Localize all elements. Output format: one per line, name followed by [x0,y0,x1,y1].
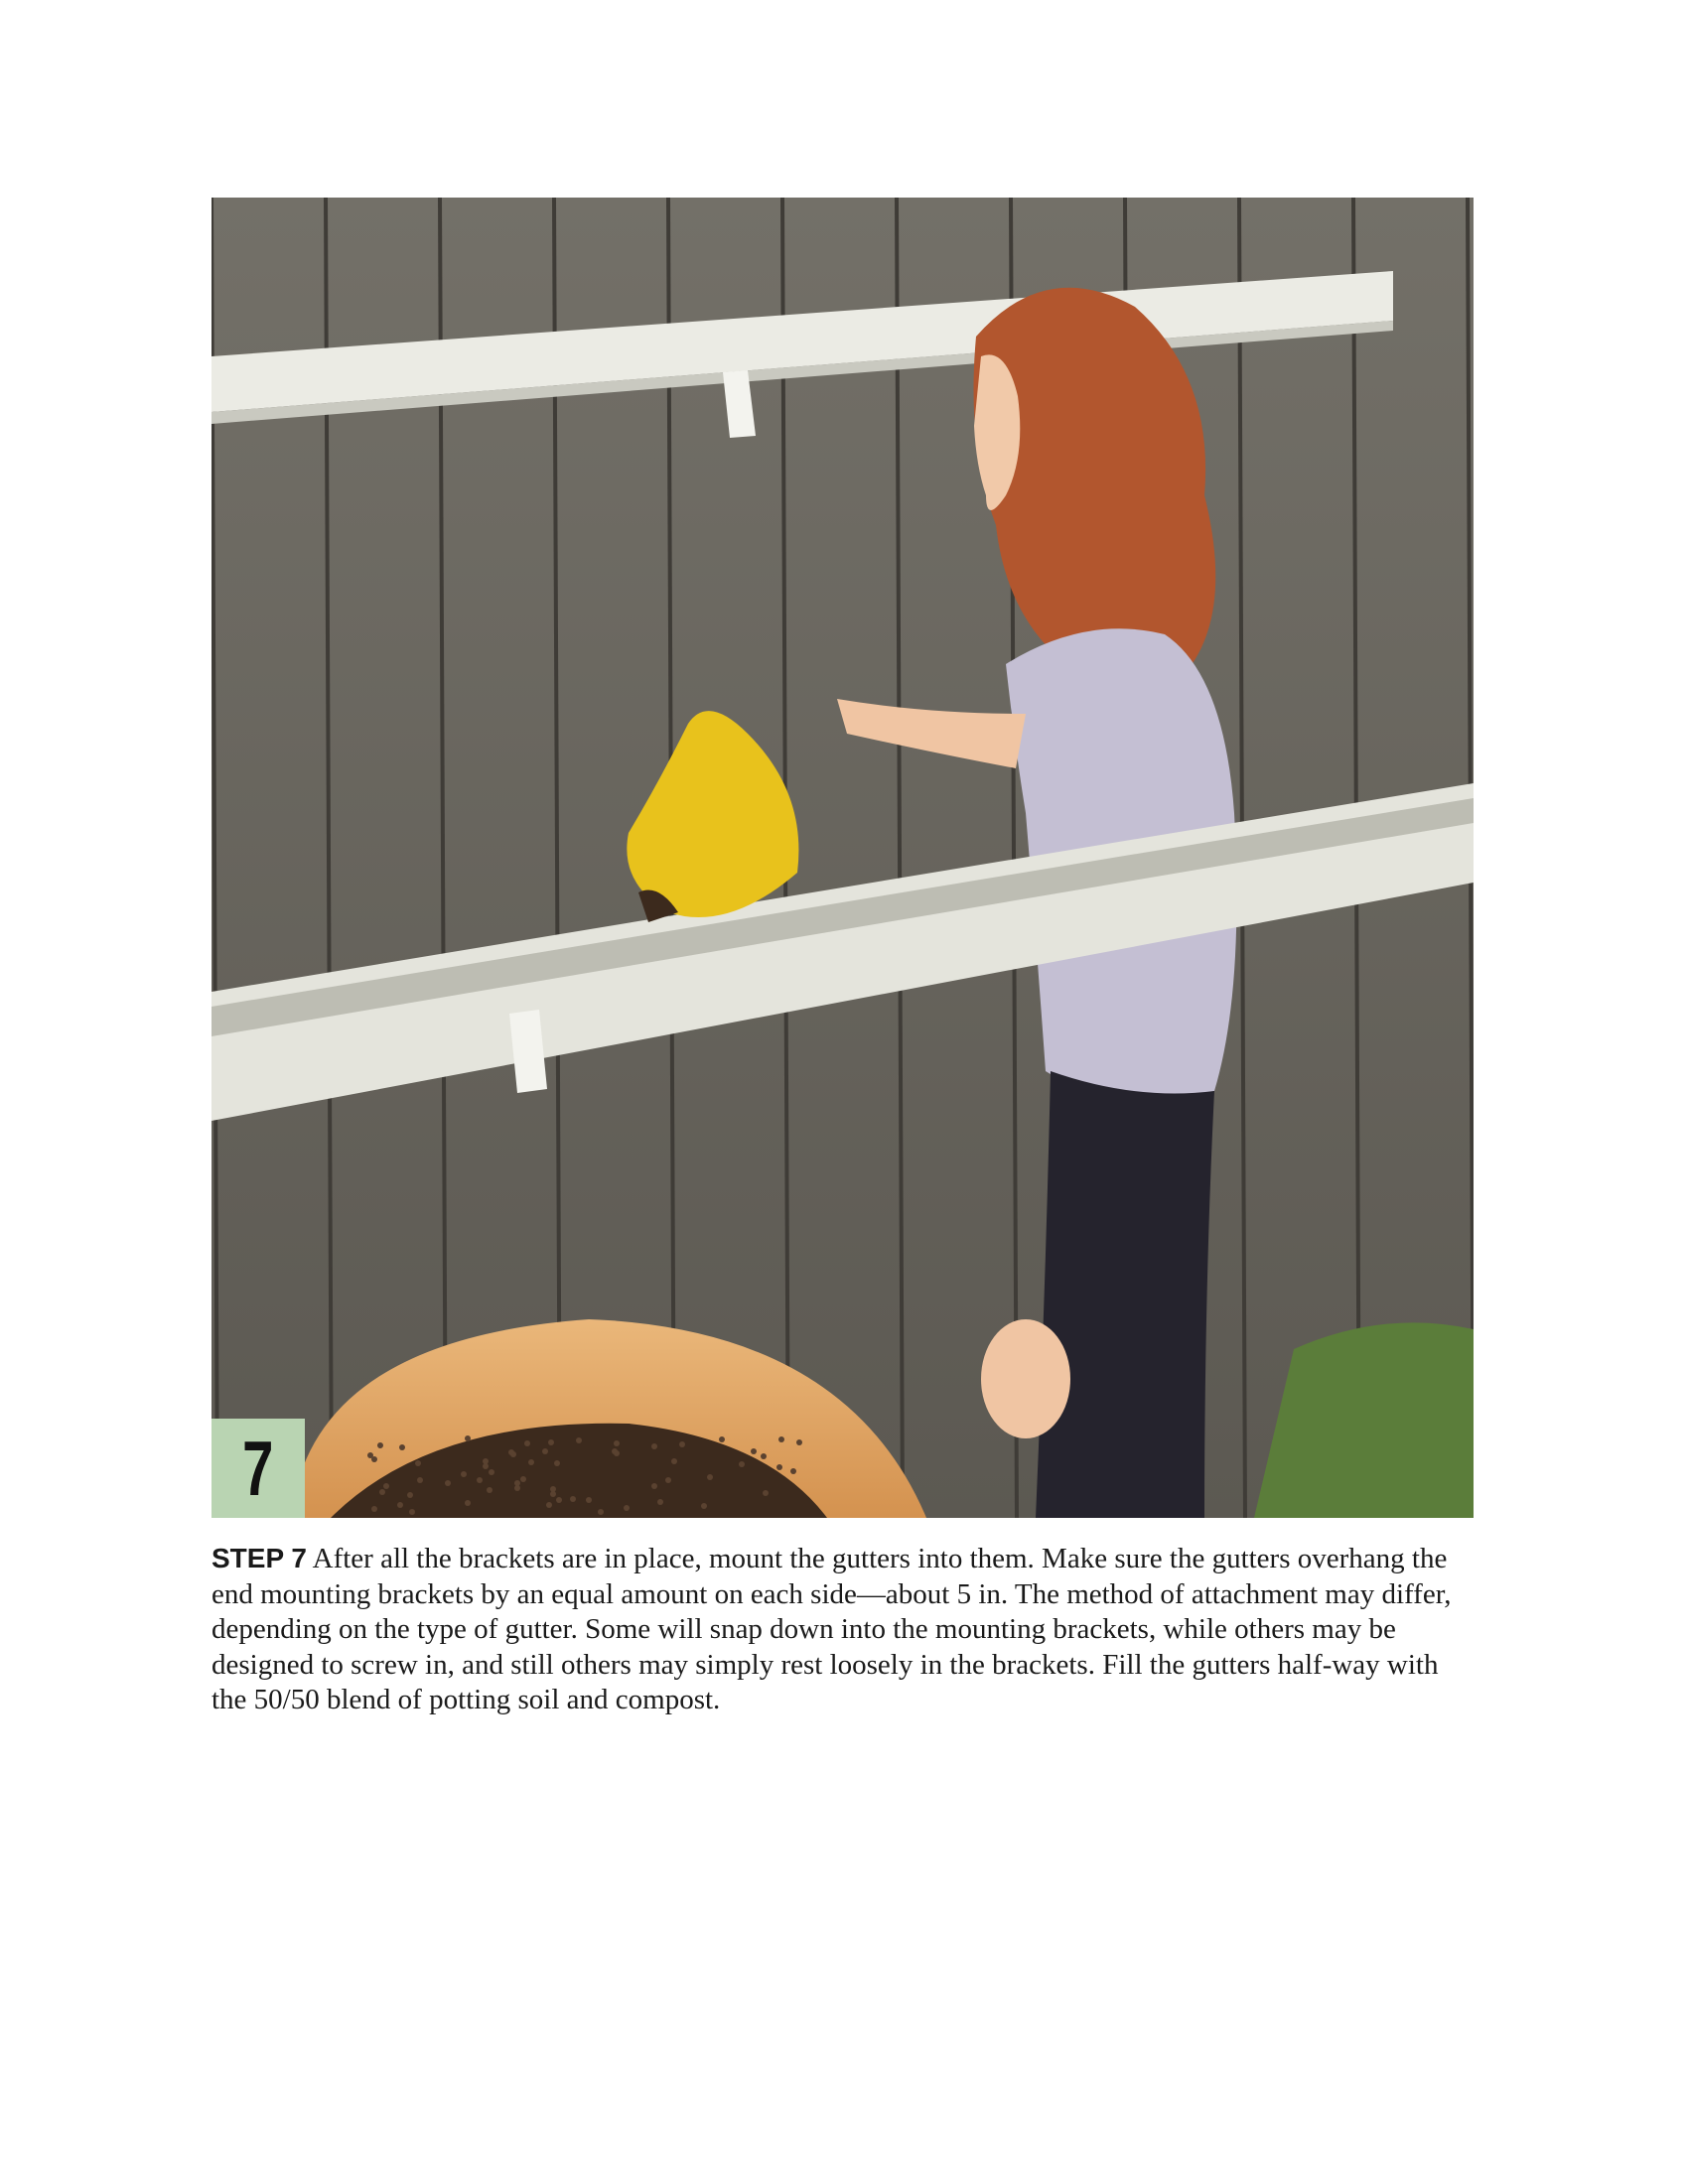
step-photo [211,198,1474,1518]
step-number-badge [211,1419,305,1518]
step-number: 7 [242,1424,274,1512]
step-text: After all the brackets are in place, mount the gutters into them. Make sure the gutters overhang the end mounting brackets by an equal amount on each side—about 5 in. The method of attachment may differ, depending on the type of gutter. Some will snap down into the mounting brackets, while others may be designed to screw in, and still others may simply rest loosely in the brackets. Fill the gutters half-way with the 50/50 blend of potting soil and compost. [211,1543,1452,1715]
photo-illustration [211,198,1474,1518]
step-label: STEP 7 [211,1543,307,1573]
step-caption [211,1541,1477,1718]
